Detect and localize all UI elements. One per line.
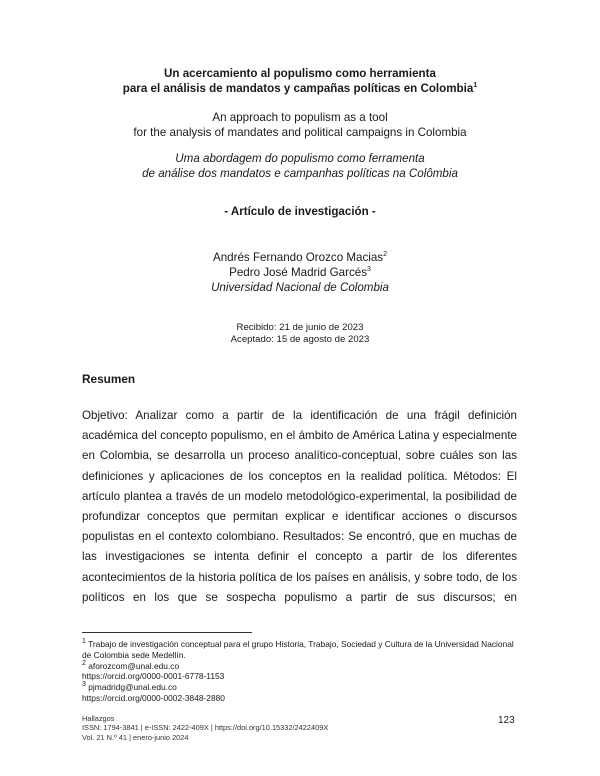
title-spanish-line1: Un acercamiento al populismo como herramienta — [164, 67, 436, 80]
abstract-line: políticos en los que se sospecha populismo a partir de sus discursos; en — [82, 590, 517, 604]
accepted-date: Aceptado: 15 de agosto de 2023 — [230, 334, 370, 345]
abstract-line: definiciones y aplicaciones de los conceptos en la realidad política. Métodos: El — [82, 469, 517, 483]
title-english-line1: An approach to populism as a tool — [212, 111, 388, 124]
title-portuguese — [0, 151, 600, 181]
footnote-ref-3: 3 — [367, 266, 371, 274]
footnote-2-orcid[interactable]: https://orcid.org/0000-0001-6778-1153 — [82, 671, 225, 682]
journal-footer — [82, 714, 328, 742]
title-spanish — [0, 66, 600, 96]
journal-name: Hallazgos — [82, 714, 115, 723]
abstract-line: las investigaciones se intenta definir el concepto a partir de los diferentes — [82, 550, 517, 564]
institution: Universidad Nacional de Colombia — [211, 281, 389, 294]
abstract-heading: Resumen — [82, 372, 136, 386]
journal-issn: ISSN: 1794-3841 | e-ISSN: 2422-409X | https://doi.org/10.15332/2422409X — [82, 723, 329, 733]
abstract-line: acontecimientos de la historia política de los países en análisis, y sobre todo, de los — [82, 570, 517, 584]
authors-block — [0, 250, 600, 295]
footnote-divider — [82, 632, 252, 633]
footnote-ref-1: 1 — [473, 82, 478, 90]
abstract-line: profundizar conceptos que permitan explicar e identificar acciones o discursos — [82, 510, 517, 524]
abstract-line: académica del concepto populismo, en el ámbito de América Latina y especialmente — [82, 429, 517, 443]
abstract-line: artículo plantea a través de un modelo metodológico-experimental, la posibilidad de — [82, 489, 517, 503]
author-1: Andrés Fernando Orozco Macias$^2$ — [212, 251, 388, 264]
page-number: 123 — [498, 715, 515, 726]
title-spanish-line2: para el análisis de mandatos y campañas políticas en Colombia$^1$ — [122, 82, 478, 95]
article-type: - Artículo de investigación - — [224, 205, 376, 218]
footnote-ref-2: 2 — [383, 251, 388, 259]
author-2: Pedro José Madrid Garcés$^3$ — [229, 266, 371, 279]
title-portuguese-line1: Uma abordagem do populismo como ferramenta — [175, 152, 425, 165]
footnote-3-orcid[interactable]: https://orcid.org/0000-0002-3848-2880 — [82, 692, 225, 703]
abstract-body — [82, 406, 517, 608]
footnote-1: $^1$ Trabajo de investigación conceptual para el grupo Historia, Trabajo, Sociedad y Cultura de la Universidad Nacional de Colombia sede Medellín. — [82, 638, 514, 660]
journal-volume: Vol. 21 N.º 41 | enero-junio 2024 — [82, 732, 189, 742]
received-date: Recibido: 21 de junio de 2023 — [236, 322, 364, 333]
title-portuguese-line2: de análise dos mandatos e campanhas políticas na Colômbia — [142, 167, 458, 180]
abstract-line: en Colombia, se desarrolla un proceso analítico-conceptual, sobre cuáles son las — [82, 449, 517, 463]
email-link[interactable]: aforozcom@unal.edu.co — [88, 660, 180, 671]
footnotes — [82, 639, 518, 704]
email-link[interactable]: pjmadridg@unal.edu.co — [88, 682, 177, 693]
footnote-2-email: $^2$ aforozcom@unal.edu.co — [82, 659, 180, 671]
footnote-3-email: $^3$ pjmadridg@unal.edu.co — [82, 681, 177, 693]
abstract-line: Objetivo: Analizar como a partir de la identificación de una frágil definición — [82, 409, 517, 422]
abstract-line: populistas en el contexto colombiano. Resultados: Se encontró, que en muchas de — [82, 530, 517, 544]
title-english — [0, 110, 600, 140]
title-english-line2: for the analysis of mandates and political campaigns in Colombia — [133, 126, 467, 139]
dates-block — [0, 322, 600, 346]
